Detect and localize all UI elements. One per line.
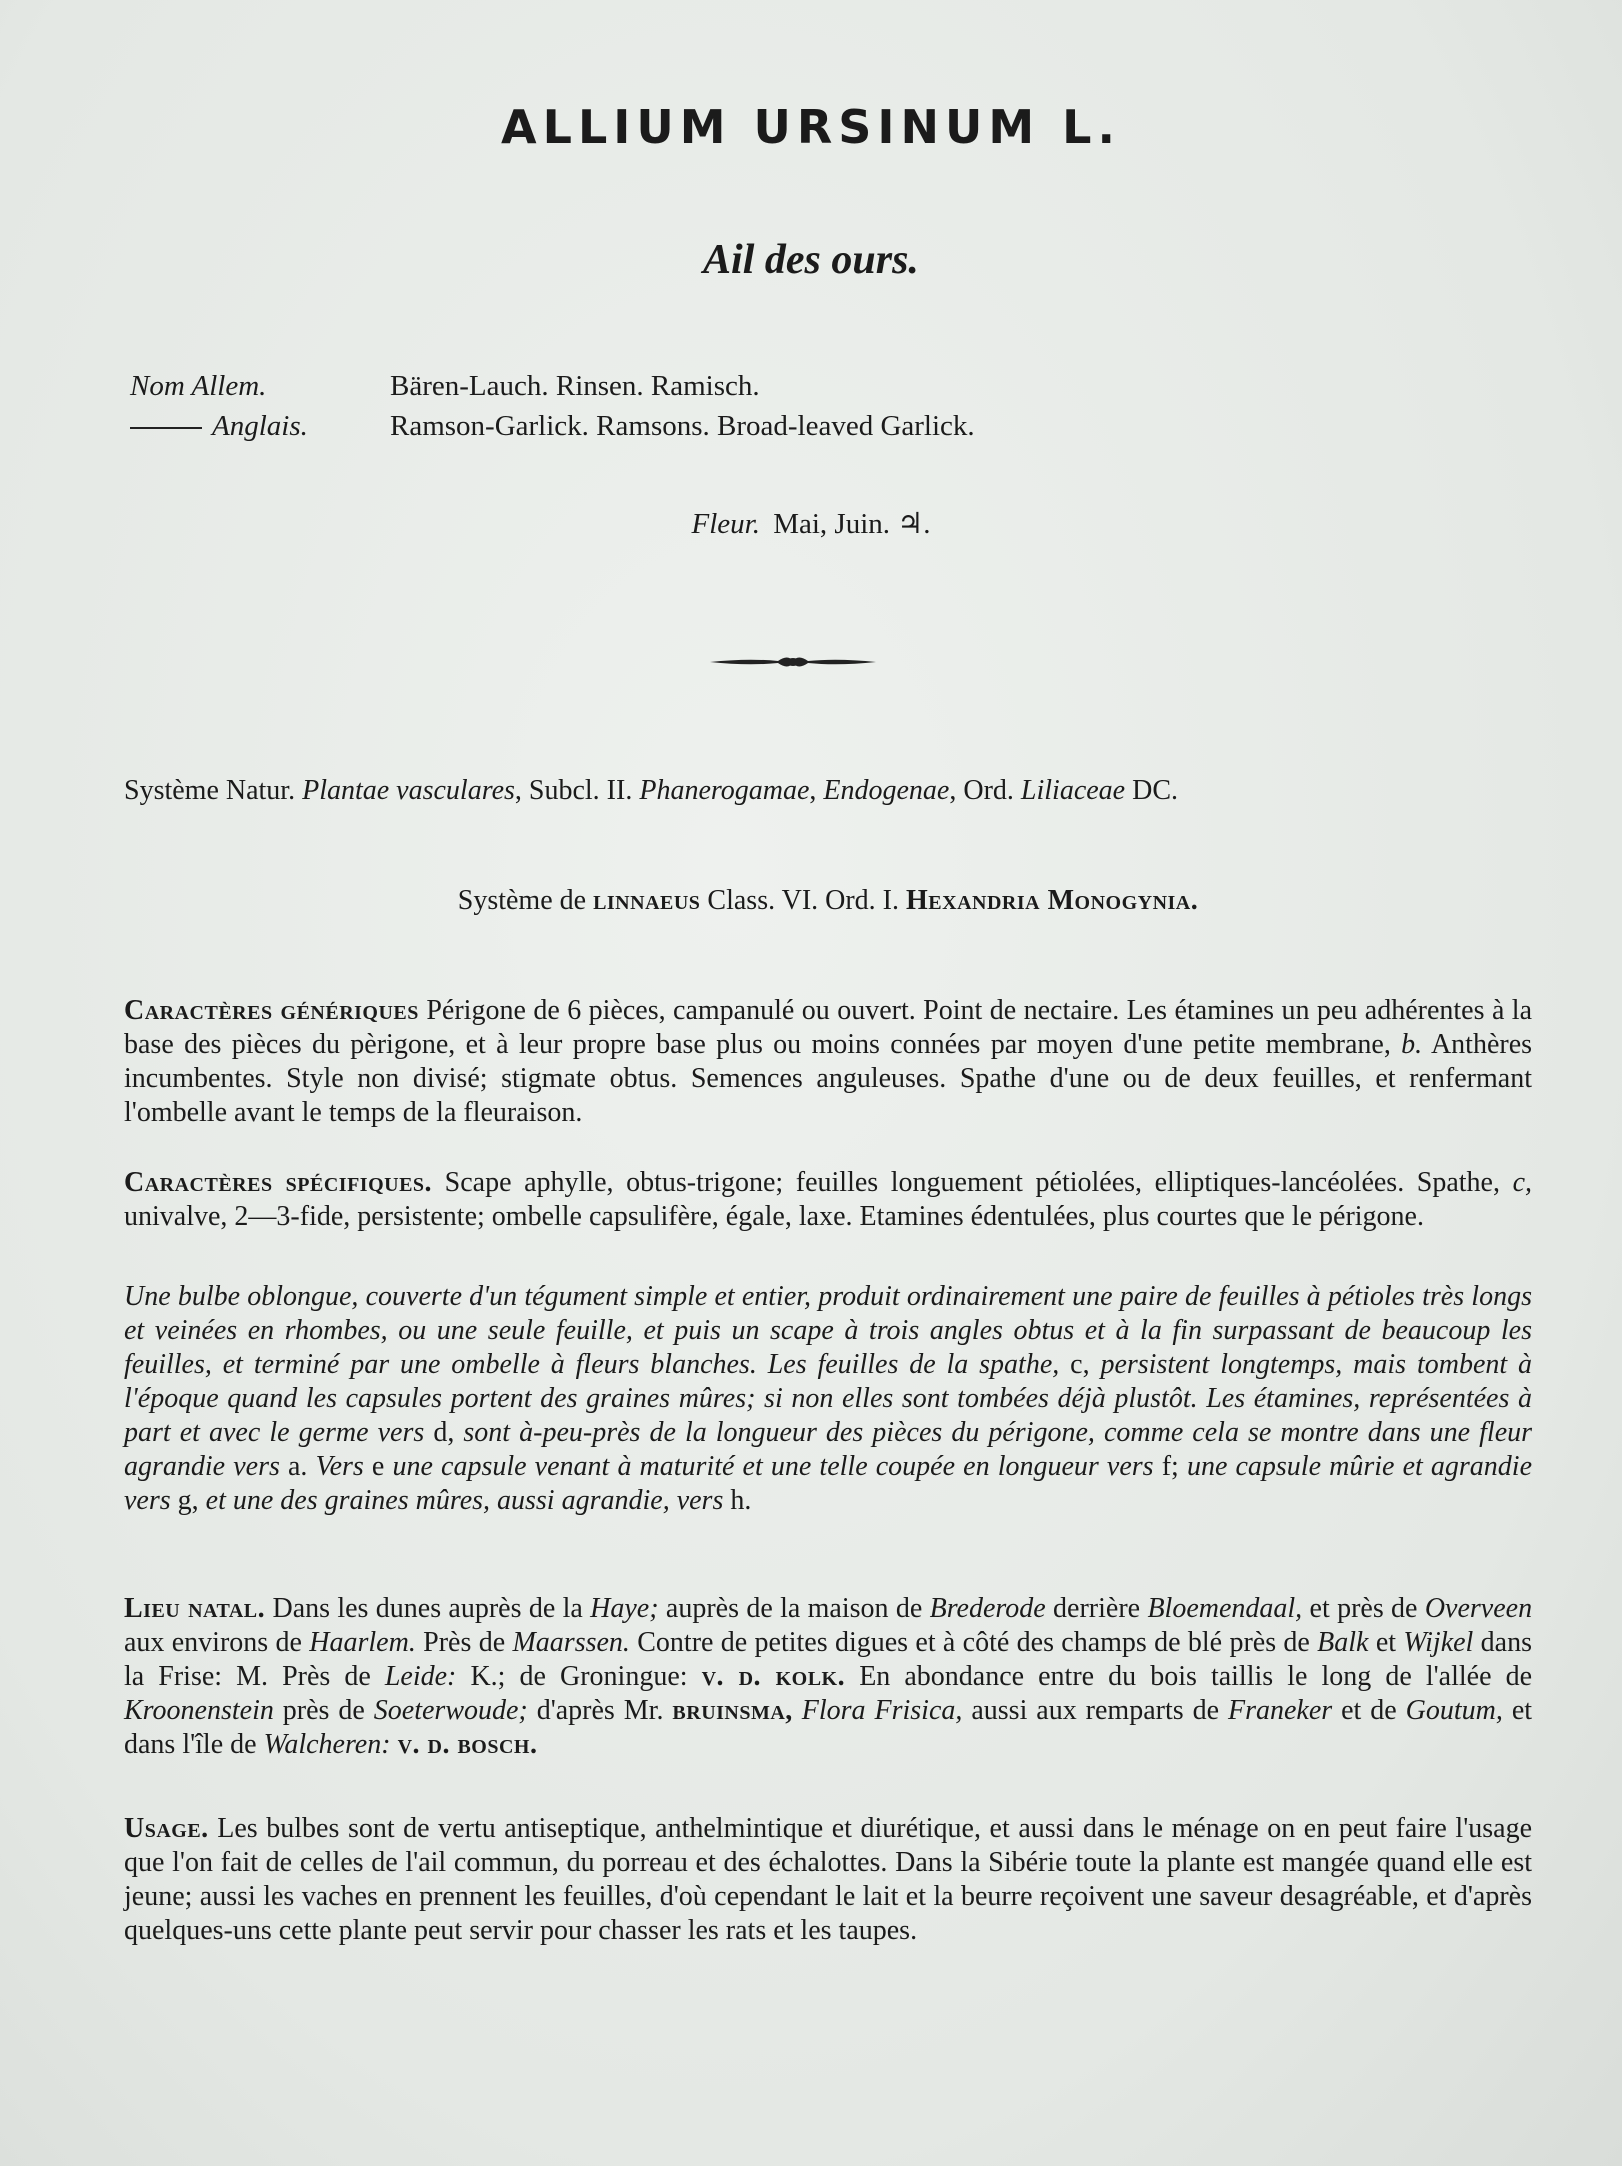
usage-heading: Usage.	[124, 1813, 209, 1844]
desc-ref-d: d,	[433, 1417, 455, 1448]
ln-flora-frisica: Flora Frisica,	[801, 1695, 963, 1726]
taxon-liliaceae: Liliaceae	[1020, 775, 1126, 806]
name-row-english	[130, 406, 975, 446]
english-names: Ramson-Garlick. Ramsons. Broad-leaved Garlick.	[390, 410, 975, 442]
ln-t3: derrière	[1053, 1593, 1141, 1624]
desc-part-7: et une des graines mûres, aussi agrandie, vers	[205, 1485, 724, 1516]
ln-t13: d'après Mr.	[536, 1695, 664, 1726]
ln-t10: K.; de Groningue:	[470, 1661, 688, 1692]
ornament-divider	[708, 652, 878, 672]
german-label: Nom Allem.	[130, 370, 267, 402]
name-row-german	[130, 366, 975, 406]
page-subtitle: Ail des ours.	[703, 237, 919, 283]
systeme-de-label: Système de	[457, 885, 587, 916]
taxon-phanerogamae: Phanerogamae	[639, 775, 810, 806]
generic-characters	[124, 994, 1532, 1130]
ln-t16: et dans l'île de	[124, 1695, 1533, 1760]
ln-place-kroonenstein: Kroonenstein	[124, 1695, 274, 1726]
ln-place-maarssen: Maarssen.	[512, 1627, 630, 1658]
flowering-line	[0, 506, 1622, 541]
ln-place-haarlem: Haarlem.	[309, 1627, 416, 1658]
specific-text: Scape aphylle, obtus-trigone; feuilles longuement pétiolées, elliptiques-lancéolées. Spathe,	[444, 1167, 1500, 1198]
ln-place-walcheren: Walcheren:	[263, 1729, 391, 1760]
class-order-label: Class. VI. Ord. I.	[707, 885, 900, 916]
desc-part-6: une capsule mûrie et agrandie vers	[124, 1451, 1533, 1516]
comma-sep: ,	[809, 775, 817, 806]
desc-part-1: Une bulbe oblongue, couverte d'un tégument simple et entier, produit ordinairement une paire de feuilles à pétioles très longs et veinées en rhombes, ou une seule feuille, et puis un scape à trois angles obtus et à la fin surpassant de beaucoup les feuilles, et terminé par une ombelle à fleurs blanches. Les feuilles de la spathe,	[124, 1281, 1532, 1380]
perennial-symbol: ♃.	[897, 508, 931, 540]
ln-t11: En abondance entre du bois taillis le long de l'allée de	[859, 1661, 1532, 1692]
flowering-months: Mai, Juin.	[773, 508, 891, 540]
ln-t7: Contre de petites digues et à côté des champs de blé près de	[637, 1627, 1310, 1658]
lieu-natal-paragraph	[124, 1592, 1532, 1762]
ln-t9: dans la Frise: M. Près de	[124, 1627, 1532, 1692]
systeme-natur-label: Système Natur.	[124, 775, 296, 806]
lieu-natal-heading: Lieu natal.	[124, 1593, 266, 1624]
taxon-endogenae: Endogenae	[823, 775, 950, 806]
systeme-natur-line	[124, 774, 1532, 808]
generic-text: Périgone de 6 pièces, campanulé ou ouvert. Point de nectaire. Les étamines un peu adhérentes à la base des pièces du pèrigone, et à leur propre base plus ou moins connées par moyen d'une petite membrane,	[124, 995, 1533, 1060]
ln-place-franeker: Franeker	[1227, 1695, 1333, 1726]
specific-characters	[124, 1166, 1532, 1234]
ln-place-leide: Leide:	[384, 1661, 457, 1692]
generic-text-2: Anthères incumbentes. Style non divisé; stigmate obtus. Semences anguleuses. Spathe d'une ou de deux feuilles, et renfermant l'ombelle avant le temps de la fleuraison.	[124, 1029, 1533, 1128]
systeme-linnaeus-line	[124, 884, 1532, 918]
desc-ref-a: a.	[288, 1451, 308, 1482]
ln-place-haye: Haye;	[590, 1593, 659, 1624]
desc-ref-f: f;	[1161, 1451, 1179, 1482]
specific-ref: c,	[1512, 1167, 1533, 1198]
page-title: ALLIUM URSINUM L.	[501, 100, 1121, 154]
ln-t15: et de	[1341, 1695, 1397, 1726]
desc-ref-e: e	[371, 1451, 385, 1482]
ln-place-goutum: Goutum,	[1405, 1695, 1503, 1726]
ln-t8: et	[1375, 1627, 1397, 1658]
generic-ref: b.	[1401, 1029, 1423, 1060]
subclass-label: , Subcl. II.	[514, 775, 633, 806]
common-names	[130, 366, 975, 446]
specific-heading: Caractères spécifiques.	[124, 1167, 433, 1198]
ln-place-overveen: Overveen	[1424, 1593, 1533, 1624]
ln-t4: et près de	[1309, 1593, 1418, 1624]
ln-place-bloemendaal: Bloemendaal,	[1147, 1593, 1303, 1624]
ln-t14: aussi aux remparts de	[971, 1695, 1220, 1726]
ln-person-bruinsma: bruinsma,	[672, 1695, 793, 1726]
desc-ref-h: h.	[730, 1485, 752, 1516]
generic-heading: Caractères génériques	[124, 995, 419, 1026]
usage-text: Les bulbes sont de vertu antiseptique, anthelmintique et diurétique, et aussi dans le ménage on en peut faire l'usage que l'on fait de celles de l'ail commun, du porreau et des échalottes. Dans la Sibérie toute la plante est mangée quand elle est jeune; aussi les vaches en prennent les feuilles, d'où cependant le lait et la beurre reçoivent une saveur desagréable, et d'après quelques-uns cette plante peut servir pour chasser les rats et les taupes.	[124, 1813, 1532, 1946]
ln-t1: Dans les dunes auprès de la	[272, 1593, 583, 1624]
ditto-dash	[130, 427, 202, 429]
desc-part-5: une capsule venant à maturité et une telle coupée en longueur vers	[392, 1451, 1154, 1482]
ln-place-brederode: Brederode	[929, 1593, 1046, 1624]
desc-part-2: persistent longtemps, mais tombent à l'époque quand les capsules portent des graines mûres; si non elles sont tombées déjà plustôt. Les étamines, représentées à part et avec le germe vers	[124, 1349, 1533, 1448]
english-label: Anglais.	[212, 410, 308, 442]
hexandria-monogynia: Hexandria Monogynia.	[906, 885, 1199, 916]
desc-ref-g: g,	[177, 1485, 199, 1516]
desc-part-4: Vers	[315, 1451, 364, 1482]
usage-paragraph	[124, 1812, 1532, 1948]
ln-place-soeterwoude: Soeterwoude;	[373, 1695, 528, 1726]
ln-person-bosch: v. d. bosch.	[397, 1729, 538, 1760]
english-label-wrap	[130, 406, 360, 446]
german-names: Bären-Lauch. Rinsen. Ramisch.	[390, 370, 760, 402]
ln-t2: auprès de la maison de	[665, 1593, 923, 1624]
linnaeus-name: linnaeus	[593, 885, 701, 916]
description-paragraph	[124, 1280, 1532, 1518]
authority-dc: DC.	[1132, 775, 1179, 806]
desc-part-3: sont à-peu-près de la longueur des pièces du périgone, comme cela se montre dans une fleur agrandie vers	[124, 1417, 1533, 1482]
ln-t12: près de	[282, 1695, 365, 1726]
order-label: , Ord.	[949, 775, 1014, 806]
ln-t5: aux environs de	[124, 1627, 302, 1658]
desc-ref-c: c,	[1070, 1349, 1090, 1380]
ln-person-kolk: v. d. kolk.	[701, 1661, 846, 1692]
taxon-vasculares: Plantae vasculares	[302, 775, 515, 806]
ln-t6: Près de	[423, 1627, 506, 1658]
ln-place-wijkel: Wijkel	[1403, 1627, 1474, 1658]
ln-place-balk: Balk	[1317, 1627, 1369, 1658]
specific-text-2: univalve, 2—3-fide, persistente; ombelle capsulifère, égale, laxe. Etamines édentulées, plus courtes que le périgone.	[124, 1201, 1424, 1232]
flowering-label: Fleur.	[691, 508, 760, 540]
